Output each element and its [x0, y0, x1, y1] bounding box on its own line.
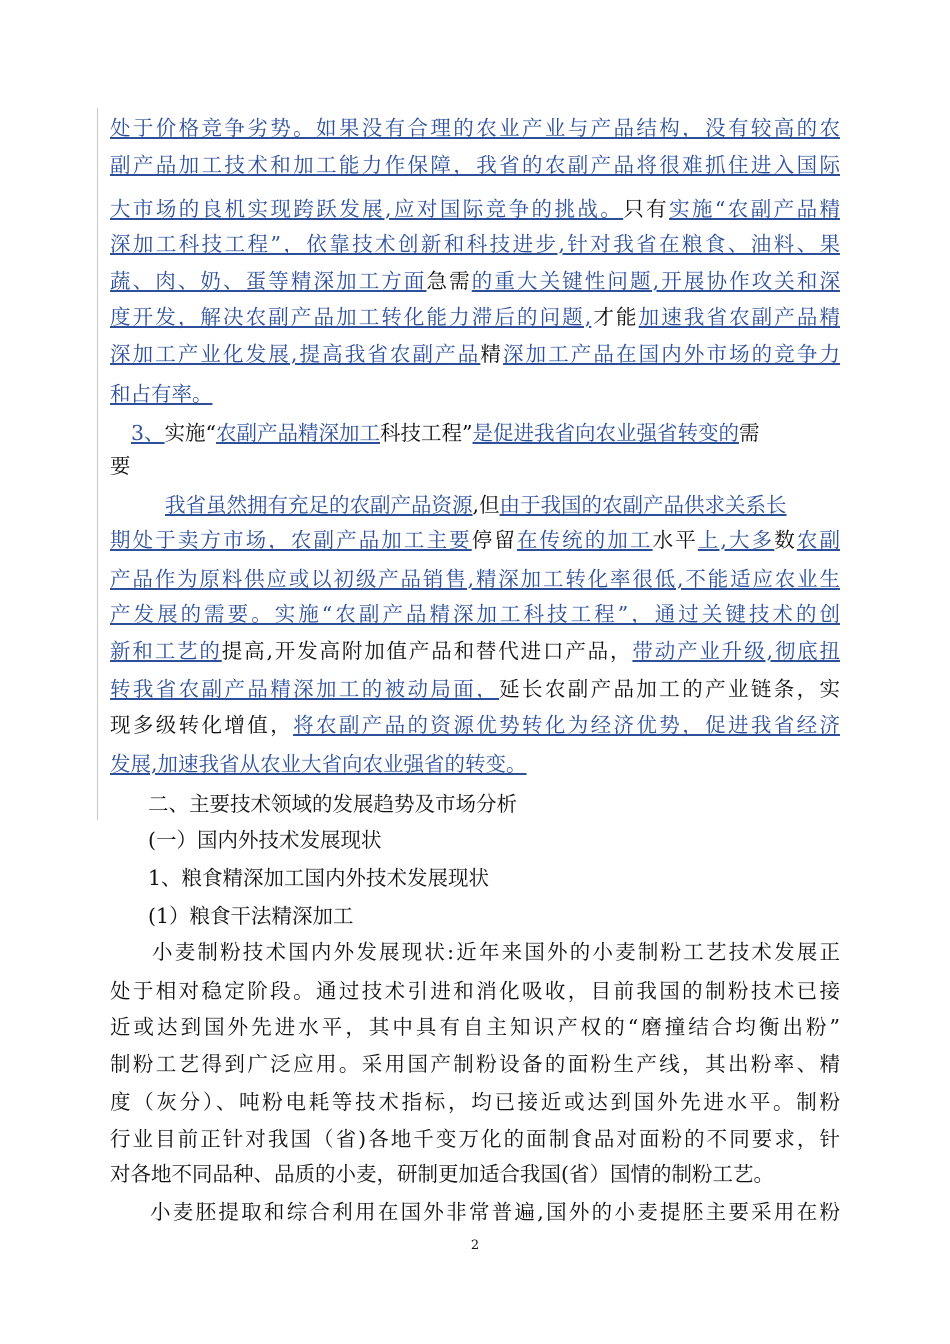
text-span: 需 [739, 421, 760, 445]
text-span: (一）国内外技术发展现状 [148, 828, 382, 852]
revised-text: 3、 [131, 421, 165, 445]
revised-text: 新和工艺的 [110, 639, 222, 663]
revised-text: 深加工科技工程”，依靠技术创新和科技进步,针对我省在粮食、油料、果 [110, 232, 840, 256]
text-line [110, 1124, 840, 1154]
text-line [110, 1049, 840, 1079]
text-span: 对各地不同品种、品质的小麦，研制更加适合我国(省）国情的制粉工艺。 [110, 1162, 774, 1186]
text-line [110, 379, 840, 409]
revision-margin-bar [97, 108, 98, 820]
revised-text: 转我省农副产品精深加工的被动局面， [110, 677, 500, 701]
revised-text: 将农副产品的资源优势转化为经济优势，促进我省经济 [293, 713, 840, 737]
revised-text: 期处于卖方市场，农副产品加工主要 [110, 528, 472, 552]
text-span: 水平 [652, 528, 698, 552]
text-line [110, 194, 840, 224]
revised-text: 农副 [796, 528, 840, 552]
text-line [110, 1087, 840, 1117]
revised-text: 带动产业升级,彻底扭 [632, 639, 840, 663]
subsection-heading [148, 863, 840, 893]
text-line [110, 564, 840, 594]
subsection-heading [148, 825, 840, 855]
text-line [110, 710, 840, 740]
text-line [110, 266, 840, 296]
revised-text: 深加工产品在国内外市场的竞争力 [502, 342, 840, 366]
text-line [110, 113, 840, 143]
revised-text: 我省虽然拥有充足的农副产品资源 [165, 493, 473, 517]
text-span: 实施“ [164, 421, 217, 445]
text-line [110, 339, 840, 369]
revised-text: 处于价格竞争劣势。如果没有合理的农业产业与产品结构，没有较高的农 [110, 116, 840, 140]
text-span: 小麦制粉技术国内外发展现状:近年来国外的小麦制粉工艺技术发展正 [152, 940, 840, 964]
revised-text: 度开发，解决农副产品加工转化能力滞后的问题, [110, 305, 592, 329]
text-line [110, 451, 840, 481]
text-line [110, 150, 840, 180]
text-span: 二、主要技术领域的发展趋势及市场分析 [148, 792, 517, 816]
revised-text: 和占有率。 [110, 382, 213, 406]
paragraph-start [165, 490, 840, 520]
text-span: ,但 [472, 493, 500, 517]
revised-text: 发展,加速我省从农业大省向农业强省的转变。 [110, 752, 527, 776]
text-span: 近或达到国外先进水平，其中具有自主知识产权的“磨撞结合均衡出粉” [110, 1015, 840, 1039]
revised-text: 农副产品精深加工 [216, 421, 381, 445]
revised-text: 的重大关键性问题,开展协作攻关和深 [471, 269, 840, 293]
heading-3 [131, 418, 840, 448]
text-span: 只有 [623, 197, 670, 221]
text-span: 要 [110, 454, 131, 478]
text-span: 才能 [591, 305, 639, 329]
text-span: 制粉工艺得到广泛应用。采用国产制粉设备的面粉生产线，其出粉率、精 [110, 1052, 840, 1076]
section-heading [148, 789, 840, 819]
text-span: 行业目前正针对我国（省)各地千变万化的面制食品对面粉的不同要求，针 [110, 1127, 840, 1151]
revised-text: 副产品加工技术和加工能力作保障，我省的农副产品将很难抓住进入国际 [110, 153, 840, 177]
text-span: 精 [480, 342, 503, 366]
revised-text: 蔬、肉、奶、蛋等精深加工方面 [110, 269, 427, 293]
text-line [110, 976, 840, 1006]
revised-text: 加速我省农副产品精 [638, 305, 840, 329]
text-span: 度（灰分）、吨粉电耗等技术指标，均已接近或达到国外先进水平。制粉 [110, 1090, 840, 1114]
revised-text: 产发展的需要。实施“农副产品精深加工科技工程”，通过关键技术的创 [110, 602, 840, 626]
text-span: 现多级转化增值， [110, 713, 294, 737]
subsection-heading [148, 901, 840, 931]
page-number: 2 [470, 1238, 480, 1253]
text-span: 急需 [426, 269, 472, 293]
text-line [110, 302, 840, 332]
text-span: 科技工程” [380, 421, 473, 445]
text-line [110, 636, 840, 666]
revised-text: 上,大多 [697, 528, 775, 552]
text-span: 处于相对稳定阶段。通过技术引进和消化吸收，目前我国的制粉技术已接 [110, 979, 840, 1003]
paragraph-start [152, 937, 840, 967]
text-span: 停留 [471, 528, 517, 552]
revised-text: 实施“农副产品精 [669, 197, 840, 221]
text-line [110, 599, 840, 629]
text-line [110, 749, 840, 779]
text-line [110, 1159, 840, 1189]
text-span: 延长农副产品加工的产业链条，实 [499, 677, 840, 701]
paragraph-start [150, 1197, 840, 1227]
text-span: 数 [774, 528, 797, 552]
text-span: (1）粮食干法精深加工 [148, 904, 354, 928]
text-span: 提高,开发高附加值产品和替代进口产品， [221, 639, 633, 663]
revised-text: 深加工产业化发展,提高我省农副产品 [110, 342, 481, 366]
text-line [110, 674, 840, 704]
revised-text: 在传统的加工 [516, 528, 653, 552]
text-span: 1、粮食精深加工国内外技术发展现状 [148, 866, 490, 890]
text-line [110, 525, 840, 555]
text-span: 小麦胚提取和综合利用在国外非常普遍,国外的小麦提胚主要采用在粉 [150, 1200, 840, 1224]
text-line [110, 1012, 840, 1042]
revised-text: 大市场的良机实现跨跃发展,应对国际竞争的挑战。 [110, 197, 624, 221]
text-line [110, 229, 840, 259]
revised-text: 产品作为原料供应或以初级产品销售,精深加工转化率很低,不能适应农业生 [110, 567, 840, 591]
revised-text: 是促进我省向农业强省转变的 [472, 421, 740, 445]
revised-text: 由于我国的农副产品供求关系长 [499, 493, 787, 517]
